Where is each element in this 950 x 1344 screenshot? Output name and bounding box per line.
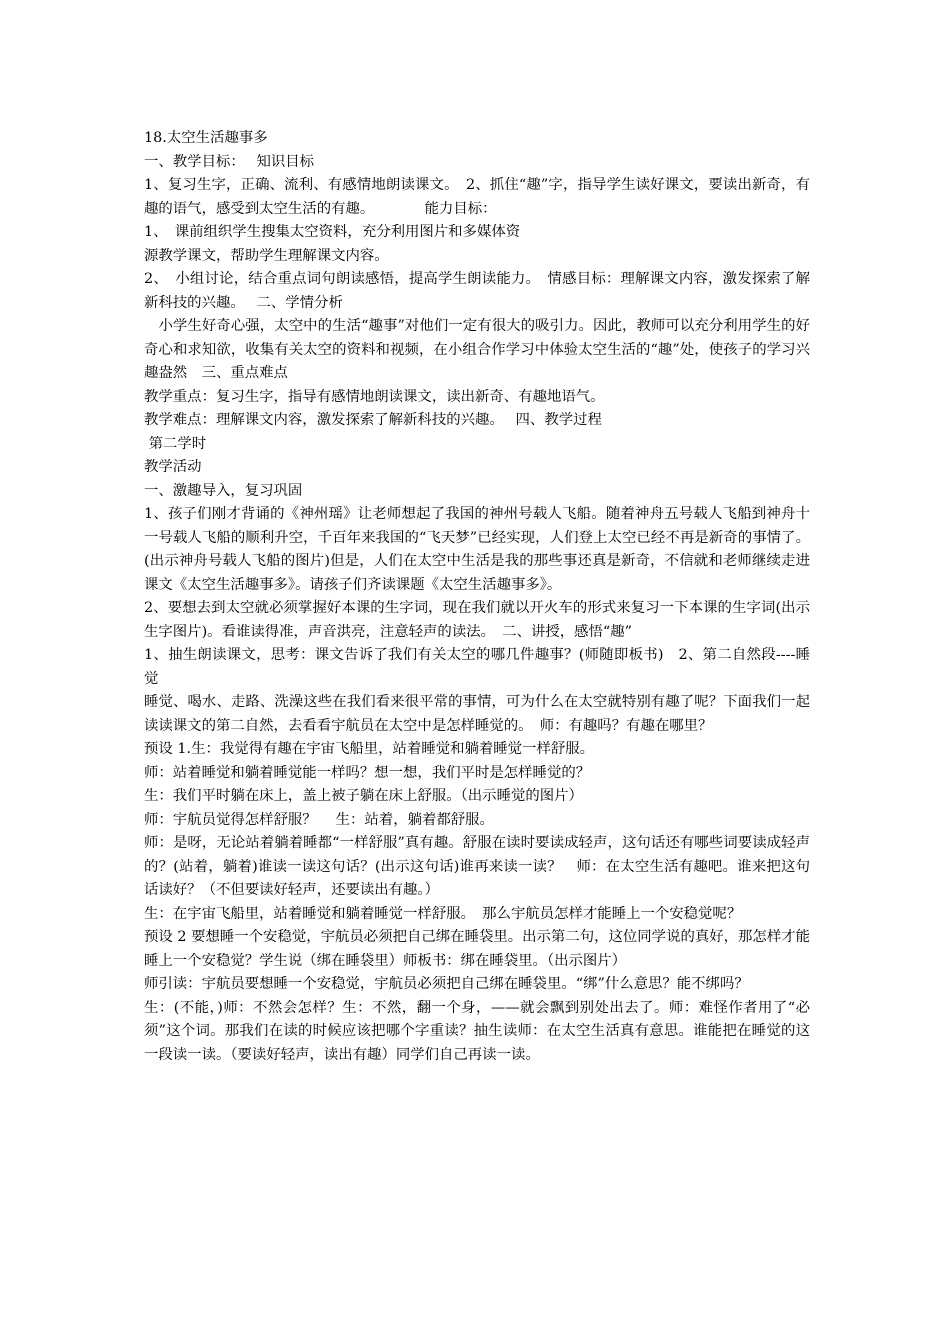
paragraph-student-answer: 生：我们平时躺在床上，盖上被子躺在床上舒服。（出示睡觉的图片） — [144, 788, 583, 804]
paragraph-intro-2: 2、要想去到太空就必须掌握好本课的生字词，现在我们就以开火车的形式来复习一下本课的生字词(出示生字图片)。看谁读得准，声音洪亮，注意轻声的读法。 二、讲授，感悟“趣” — [144, 600, 810, 640]
paragraph-student-read: 生：在宇宙飞船里，站着睡觉和躺着睡觉一样舒服。 那么宇航员怎样才能睡上一个安稳觉呢？ — [144, 905, 742, 922]
paragraph-teacher-soft-tone: 师：是呀，无论站着躺着睡都“一样舒服”真有趣。舒服在读时要读成轻声，这句话还有哪些词要读成轻声的？(站着，躺着)谁读一读这句话？(出示这句话)谁再来读一读？ 师：在太空生活有趣吧。谁来把这句话读好？（不但要读好轻声，还要读出有趣。） — [144, 835, 810, 898]
paragraph-teacher-question: 师：站着睡觉和躺着睡觉能一样吗？想一想，我们平时是怎样睡觉的？ — [144, 764, 591, 781]
paragraph-ability-goal-1-cont: 源教学课文，帮助学生理解课文内容。 — [144, 247, 389, 264]
paragraph-intro-1: 1、孩子们刚才背诵的《神州瑶》让老师想起了我国的神州号载人飞船。随着神舟五号载人飞船到神舟十一号载人飞船的顺利升空，千百年来我国的“飞天梦”已经实现，人们登上太空已经不再是新奇的事情了。(出示神舟号载人飞船的图片)但是，人们在太空中生活是我的那些事还真是新奇，不信就和老师继续走进课文《太空生活趣事多》。请孩子们齐读课题《太空生活趣事多》。 — [144, 506, 810, 593]
paragraph-learner-analysis: 小学生好奇心强，太空中的生活“趣事”对他们一定有很大的吸引力。因此，教师可以充分利用学生的好奇心和求知欲，收集有关太空的资料和视频，在小组合作学习中体验太空生活的“趣”处，使孩子的学习兴趣盎然 三、重点难点 — [144, 318, 810, 381]
paragraph-lecture-1: 1、抽生朗读课文，思考：课文告诉了我们有关太空的哪几件趣事？(师随即板书) 2、第二自然段----睡觉 — [144, 647, 810, 687]
paragraph-sleep-intro: 睡觉、喝水、走路、洗澡这些在我们看来很平常的事情，可为什么在太空就特别有趣了呢？下面我们一起读读课文的第二自然，去看看宇航员在太空中是怎样睡觉的。 师：有趣吗？有趣在哪里？ — [144, 694, 810, 734]
paragraph-section-intro: 一、激趣导入，复习巩固 — [144, 482, 303, 499]
document-title: 18.太空生活趣事多 — [144, 130, 268, 146]
paragraph-teaching-activity: 教学活动 — [144, 459, 202, 475]
paragraph-ability-goal-2: 2、 小组讨论，结合重点词句朗读感悟，提高学生朗读能力。 情感目标：理解课文内容，激发探索了解新科技的兴趣。 二、学情分析 — [144, 271, 810, 311]
paragraph-teacher-lead: 师引读：宇航员要想睡一个安稳觉，宇航员必须把自己绑在睡袋里。“绑”什么意思？能不绑吗？ — [144, 976, 749, 992]
paragraph-second-period: 第二学时 — [144, 435, 207, 452]
document-page — [144, 127, 810, 1067]
paragraph-teacher-student: 师：宇航员觉得怎样舒服？ 生：站着，躺着都舒服。 — [144, 811, 494, 828]
paragraph-teaching-goals: 一、教学目标： 知识目标 — [144, 153, 315, 170]
paragraph-ability-goal-1: 1、 课前组织学生搜集太空资料，充分利用图片和多媒体资 — [144, 224, 521, 240]
paragraph-knowledge-goals: 1、复习生字，正确、流利、有感情地朗读课文。 2、抓住“趣”字，指导学生读好课文，要读出新奇，有趣的语气，感受到太空生活的有趣。 能力目标： — [144, 177, 810, 217]
paragraph-key-point: 教学重点：复习生字，指导有感情地朗读课文，读出新奇、有趣地语气。 — [144, 388, 605, 405]
paragraph-difficulty: 教学难点：理解课文内容，激发探索了解新科技的兴趣。 四、教学过程 — [144, 412, 602, 428]
paragraph-preset-2: 预设 2 要想睡一个安稳觉，宇航员必须把自己绑在睡袋里。出示第二句，这位同学说的真好，那怎样才能睡上一个安稳觉？学生说（绑在睡袋里）师板书：绑在睡袋里。（出示图片） — [144, 929, 810, 969]
paragraph-preset-1: 预设 1.生：我觉得有趣在宇宙飞船里，站着睡觉和躺着睡觉一样舒服。 — [144, 741, 595, 757]
paragraph-closing: 生：(不能，)师：不然会怎样？生：不然，翻一个身，——就会飘到别处出去了。师：难怪作者用了“必须”这个词。那我们在读的时候应该把哪个字重读？抽生读师：在太空生活真有意思。谁能把在睡觉的这一段读一读。（要读好轻声，读出有趣）同学们自己再读一读。 — [144, 999, 810, 1063]
